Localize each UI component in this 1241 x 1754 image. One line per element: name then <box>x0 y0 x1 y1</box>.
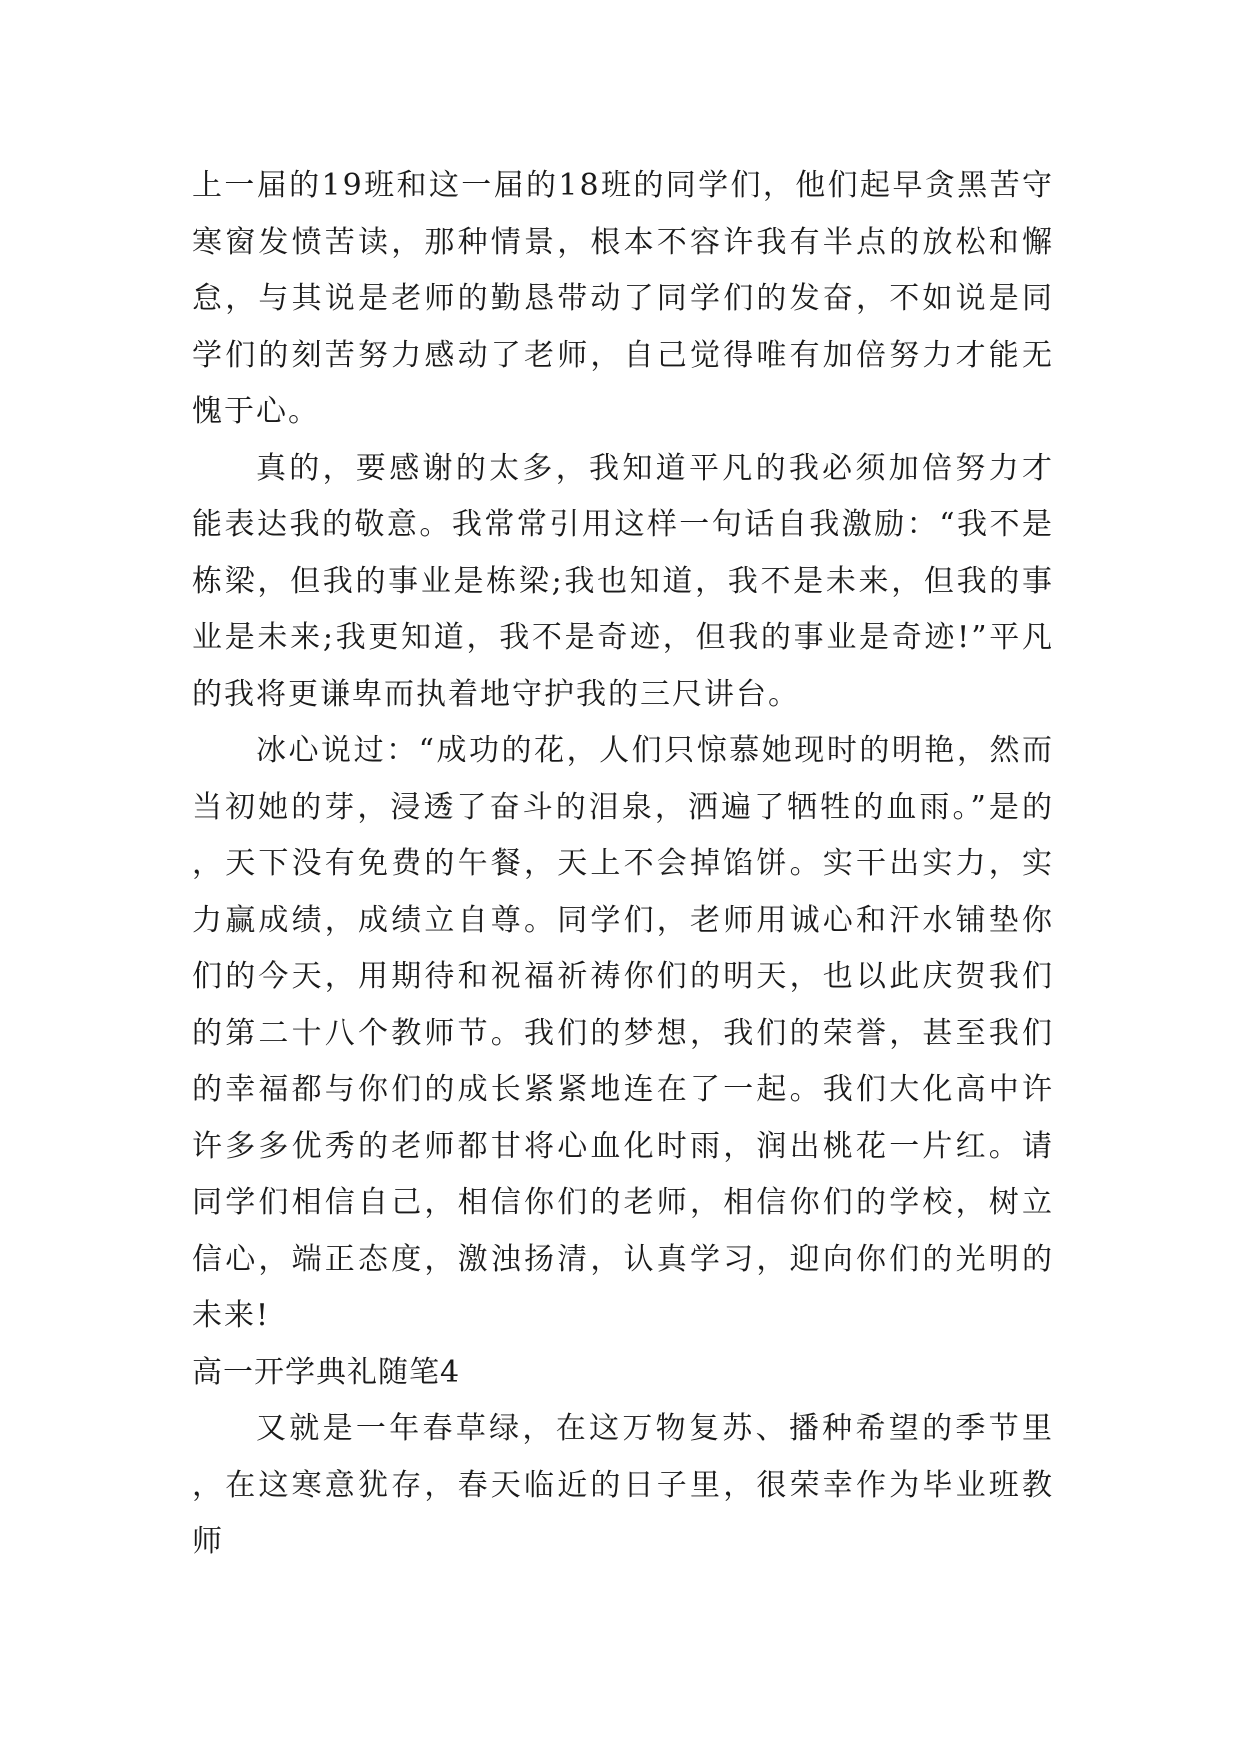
paragraph-bingxin-quote: 冰心说过：“成功的花，人们只惊慕她现时的明艳，然而当初她的芽，浸透了奋斗的泪泉，洒遍了牺牲的血雨。”是的，天下没有免费的午餐，天上不会掉馅饼。实干出实力，实力赢成绩，成绩立自尊。同学们，老师用诚心和汗水铺垫你们的今天，用期待和祝福祈祷你们的明天，也以此庆贺我们的第二十八个教师节。我们的梦想，我们的荣誉，甚至我们的幸福都与你们的成长紧紧地连在了一起。我们大化高中许许多多优秀的老师都甘将心血化时雨，润出桃花一片红。请同学们相信自己，相信你们的老师，相信你们的学校，树立信心，端正态度，激浊扬清，认真学习，迎向你们的光明的未来! <box>192 733 1054 1333</box>
section-title: 高一开学典礼随笔4 <box>192 1354 461 1390</box>
paragraph-continued: 上一届的19班和这一届的18班的同学们，他们起早贪黑苦守寒窗发愤苦读，那种情景，根本不容许我有半点的放松和懈怠，与其说是老师的勤恳带动了同学们的发奋，不如说是同学们的刻苦努力感动了老师，自己觉得唯有加倍努力才能无愧于心。 <box>192 168 1054 429</box>
paragraph-gratitude: 真的，要感谢的太多，我知道平凡的我必须加倍努力才能表达我的敬意。我常常引用这样一句话自我激励：“我不是栋梁，但我的事业是栋梁;我也知道，我不是未来，但我的事业是未来;我更知道，我不是奇迹，但我的事业是奇迹!”平凡的我将更谦卑而执着地守护我的三尺讲台。 <box>192 450 1054 712</box>
paragraph-section-start: 又就是一年春草绿，在这万物复苏、播种希望的季节里，在这寒意犹存，春天临近的日子里，很荣幸作为毕业班教师 <box>192 1411 1054 1559</box>
document-body <box>192 158 1054 1571</box>
